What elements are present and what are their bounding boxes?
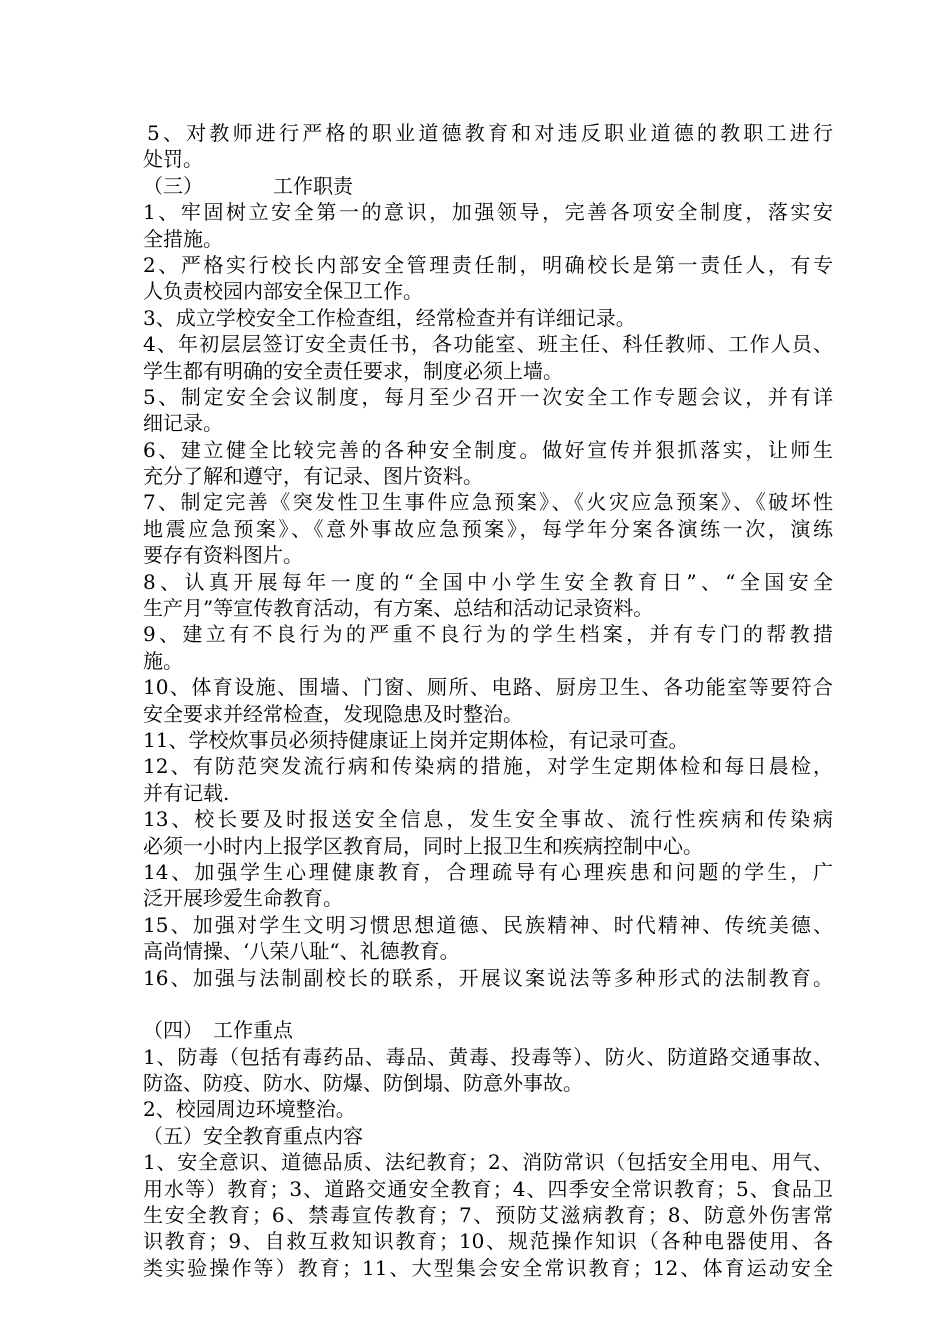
- text-line: 10、体育设施、围墙、门窗、厕所、电路、厨房卫生、各功能室等要符合: [143, 675, 833, 700]
- text-line: 7、制定完善《突发性卫生事件应急预案》、《火灾应急预案》、《破坏性: [143, 490, 833, 515]
- text-line: 并有记载.: [143, 780, 230, 805]
- text-line: 高尚情操、‘八荣八耻“、礼德教育。: [143, 939, 460, 964]
- text-line: 全措施。: [143, 226, 223, 251]
- text-line: 5、制定安全会议制度，每月至少召开一次安全工作专题会议，并有详: [143, 384, 833, 409]
- text-line: 1、防毒（包括有毒药品、毒品、黄毒、投毒等）、防火、防道路交通事故、: [143, 1044, 833, 1069]
- text-line: 人负责校园内部安全保卫工作。: [143, 279, 423, 304]
- text-line: 细记录。: [143, 411, 223, 436]
- text-line: 6、建立健全比较完善的各种安全制度。做好宣传并狠抓落实，让师生: [143, 437, 833, 462]
- text-line: 充分了解和遵守，有记录、图片资料。: [143, 464, 483, 489]
- text-line: 施。: [143, 648, 183, 673]
- text-line: 16、加强与法制副校长的联系，开展议案说法等多种形式的法制教育。: [143, 965, 833, 990]
- text-line: 生产月”等宣传教育活动，有方案、总结和活动记录资料。: [143, 596, 654, 621]
- blank-line: [143, 991, 833, 1017]
- text-line: 识教育；9、自救互救知识教育；10、规范操作知识（各种电器使用、各: [143, 1229, 833, 1254]
- text-line: 必须一小时内上报学区教育局，同时上报卫生和疾病控制中心。: [143, 833, 703, 858]
- text-line: 11、学校炊事员必须持健康证上岗并定期体检，有记录可查。: [143, 727, 689, 752]
- text-line: 9、建立有不良行为的严重不良行为的学生档案，并有专门的帮教措: [143, 622, 833, 647]
- text-line: 15、加强对学生文明习惯思想道德、民族精神、时代精神、传统美德、: [143, 912, 833, 937]
- text-line: 5、对教师进行严格的职业道德教育和对违反职业道德的教职工进行: [147, 121, 833, 145]
- text-line: 泛开展珍爱生命教育。: [143, 886, 343, 911]
- text-line: 1、安全意识、道德品质、法纪教育；2、消防常识（包括安全用电、用气、: [143, 1150, 833, 1175]
- text-line: 13、校长要及时报送安全信息，发生安全事故、流行性疾病和传染病: [143, 807, 833, 832]
- text-line: 要存有资料图片。: [143, 543, 303, 568]
- document-body: [143, 120, 833, 1281]
- text-line: （三） 工作职责: [143, 173, 353, 198]
- text-line: 学生都有明确的安全责任要求，制度必须上墙。: [143, 358, 563, 383]
- text-line: 4、年初层层签订安全责任书，各功能室、班主任、科任教师、工作人员、: [143, 332, 833, 357]
- text-line: 8、认真开展每年一度的“全国中小学生安全教育日”、“全国安全: [143, 569, 833, 594]
- text-line: （四） 工作重点: [143, 1018, 293, 1043]
- text-line: 防盗、防疫、防水、防爆、防倒塌、防意外事故。: [143, 1071, 583, 1096]
- text-line: 用水等）教育；3、道路交通安全教育；4、四季安全常识教育；5、食品卫: [143, 1176, 833, 1201]
- text-line: 2、校园周边环境整治。: [143, 1097, 356, 1122]
- text-line: 2、严格实行校长内部安全管理责任制，明确校长是第一责任人，有专: [143, 252, 833, 277]
- text-line: （五）安全教育重点内容: [143, 1123, 363, 1148]
- text-line: 类实验操作等）教育；11、大型集会安全常识教育；12、体育运动安全: [143, 1255, 833, 1280]
- text-line: 14、加强学生心理健康教育，合理疏导有心理疾患和问题的学生，广: [143, 859, 833, 884]
- text-line: 处罚。: [143, 147, 203, 172]
- text-line: 地震应急预案》、《意外事故应急预案》，每学年分案各演练一次，演练: [143, 516, 833, 541]
- text-line: 3、成立学校安全工作检查组，经常检查并有详细记录。: [143, 305, 636, 330]
- text-line: 安全要求并经常检查，发现隐患及时整治。: [143, 701, 523, 726]
- text-line: 1、牢固树立安全第一的意识，加强领导，完善各项安全制度，落实安: [143, 200, 833, 225]
- text-line: 生安全教育；6、禁毒宣传教育；7、预防艾滋病教育；8、防意外伤害常: [143, 1203, 833, 1228]
- text-line: 12、有防范突发流行病和传染病的措施，对学生定期体检和每日晨检，: [143, 754, 833, 779]
